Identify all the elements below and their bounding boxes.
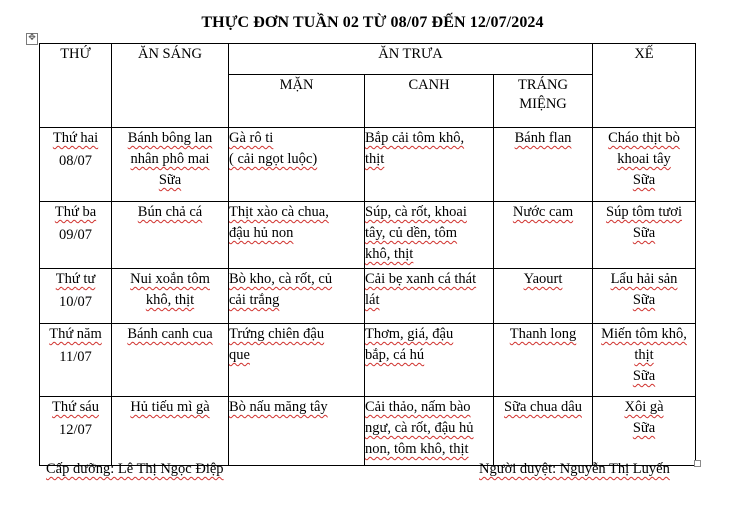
breakfast-cell-line-wrap [112, 170, 228, 191]
lunch-main-cell [229, 202, 365, 269]
day-name: Thứ ba [54, 204, 97, 220]
snack-cell-line-wrap [593, 418, 695, 439]
snack-cell-line-wrap [593, 345, 695, 366]
snack-cell [593, 397, 696, 466]
header-dessert-line2: MIỆNG [519, 96, 567, 112]
breakfast-cell-line-wrap [112, 149, 228, 170]
lunch-main-cell-line: Gà rô ti [229, 130, 274, 146]
header-lunch-soup: CANH [365, 75, 494, 128]
lunch-main-cell-line-wrap [229, 202, 364, 223]
header-lunch-dessert [494, 75, 593, 128]
day-date: 10/07 [58, 294, 93, 310]
lunch-soup-cell-line-wrap [365, 128, 493, 149]
snack-cell-line-wrap [593, 366, 695, 387]
lunch-dessert-cell-line: Bánh flan [514, 130, 572, 146]
approver-signature [479, 461, 670, 478]
snack-cell-line: Sữa [632, 420, 656, 436]
lunch-main-cell [229, 128, 365, 202]
table-row [40, 202, 696, 269]
breakfast-cell-line: Bánh canh cua [127, 326, 213, 342]
lunch-main-cell-line: Trứng chiên đậu [229, 326, 325, 342]
snack-cell-line: Sữa [632, 292, 656, 308]
snack-cell [593, 269, 696, 324]
breakfast-cell [112, 202, 229, 269]
lunch-main-cell-line-wrap [229, 223, 364, 244]
snack-cell-line-wrap [593, 128, 695, 149]
lunch-soup-cell-line-wrap [365, 345, 493, 366]
day-name: Thứ năm [49, 326, 102, 342]
lunch-main-cell-line-wrap [229, 324, 364, 345]
lunch-main-cell-line-wrap [229, 128, 364, 149]
snack-cell-line: Sữa [632, 368, 656, 384]
table-row [40, 397, 696, 466]
snack-cell-line-wrap [593, 290, 695, 311]
lunch-main-cell-line-wrap [229, 149, 364, 170]
breakfast-cell [112, 397, 229, 466]
lunch-dessert-cell [494, 324, 593, 397]
lunch-main-cell [229, 397, 365, 466]
menu-title: THỰC ĐƠN TUẦN 02 TỪ 08/07 ĐẾN 12/07/2024 [201, 14, 544, 31]
table-row [40, 128, 696, 202]
header-lunch: ĂN TRƯA [229, 44, 593, 75]
day-name: Thứ hai [52, 130, 99, 146]
header-snack: XẾ [593, 44, 696, 128]
lunch-soup-cell-line: Bắp cải tôm khô, [365, 130, 465, 146]
day-name: Thứ tư [55, 271, 96, 287]
snack-cell-line-wrap [593, 269, 695, 290]
snack-cell-line: Sữa [632, 172, 656, 188]
lunch-soup-cell-line: ngư, cà rốt, đậu hủ [365, 420, 474, 436]
breakfast-cell-line-wrap [112, 324, 228, 345]
lunch-dessert-cell [494, 269, 593, 324]
snack-cell-line-wrap [593, 397, 695, 418]
breakfast-cell-line: khô, thịt [145, 292, 195, 308]
snack-cell-line: Lẩu hải sản [610, 271, 678, 287]
snack-cell-line: Xôi gà [624, 399, 664, 415]
lunch-dessert-cell [494, 397, 593, 466]
breakfast-cell-line-wrap [112, 269, 228, 290]
resize-handle-icon[interactable] [694, 460, 701, 467]
lunch-dessert-cell [494, 128, 593, 202]
lunch-main-cell-line-wrap [229, 269, 364, 290]
day-date: 08/07 [58, 153, 93, 169]
lunch-soup-cell-line: khô, thịt [365, 246, 414, 262]
day-cell [40, 269, 112, 324]
snack-cell-line: Súp tôm tươi [606, 204, 682, 220]
breakfast-cell-line: Sữa [158, 172, 182, 188]
lunch-dessert-cell-line-wrap [494, 324, 592, 345]
breakfast-cell-line: nhân phô mai [130, 151, 210, 167]
day-cell [40, 397, 112, 466]
lunch-dessert-cell-line: Nước cam [512, 204, 574, 220]
cook-name: Cấp dưỡng: Lê Thị Ngọc Điệp [46, 461, 224, 477]
snack-cell-line-wrap [593, 324, 695, 345]
menu-body [40, 128, 696, 466]
table-row [40, 324, 696, 397]
lunch-main-cell-line: Thịt xào cà chua, [229, 204, 329, 220]
lunch-dessert-cell-line-wrap [494, 128, 592, 149]
lunch-soup-cell [365, 324, 494, 397]
lunch-dessert-cell-line: Yaourt [523, 271, 563, 287]
lunch-soup-cell [365, 269, 494, 324]
snack-cell [593, 324, 696, 397]
cook-signature [46, 461, 224, 478]
lunch-soup-cell-line: bắp, cá hú [365, 347, 425, 363]
lunch-soup-cell-line-wrap [365, 223, 493, 244]
lunch-dessert-cell-line-wrap [494, 397, 592, 418]
lunch-main-cell-line: đậu hủ non [229, 225, 294, 241]
lunch-main-cell-line: Bò nấu măng tây [229, 399, 328, 415]
breakfast-cell [112, 128, 229, 202]
lunch-soup-cell-line: lát [365, 292, 380, 308]
lunch-main-cell [229, 269, 365, 324]
lunch-dessert-cell-line: Thanh long [509, 326, 577, 342]
day-cell [40, 324, 112, 397]
lunch-soup-cell-line-wrap [365, 290, 493, 311]
day-name: Thứ sáu [52, 399, 99, 415]
snack-cell-line-wrap [593, 149, 695, 170]
lunch-dessert-cell-line: Sữa chua dâu [504, 399, 582, 415]
lunch-dessert-cell [494, 202, 593, 269]
lunch-main-cell-line: ( cải ngọt luộc) [229, 151, 318, 167]
snack-cell-line: Cháo thịt bò [608, 130, 680, 146]
day-cell [40, 128, 112, 202]
snack-cell [593, 202, 696, 269]
breakfast-cell-line-wrap [112, 202, 228, 223]
lunch-soup-cell-line: Cải bẹ xanh cá thát [365, 271, 477, 287]
header-breakfast: ĂN SÁNG [112, 44, 229, 128]
snack-cell-line: khoai tây [617, 151, 671, 167]
day-date: 11/07 [59, 349, 92, 365]
breakfast-cell [112, 269, 229, 324]
lunch-dessert-cell-line-wrap [494, 202, 592, 223]
day-date: 12/07 [58, 422, 93, 438]
lunch-soup-cell-line-wrap [365, 269, 493, 290]
snack-cell-line: thịt [634, 347, 654, 363]
day-cell [40, 202, 112, 269]
lunch-soup-cell-line: tây, củ dền, tôm [365, 225, 458, 241]
lunch-main-cell-line-wrap [229, 345, 364, 366]
breakfast-cell-line: Hủ tiếu mì gà [130, 399, 210, 415]
lunch-soup-cell-line-wrap [365, 244, 493, 265]
lunch-dessert-cell-line-wrap [494, 269, 592, 290]
snack-cell [593, 128, 696, 202]
lunch-main-cell-line: Bò kho, cà rốt, củ [229, 271, 333, 287]
breakfast-cell-line-wrap [112, 397, 228, 418]
snack-cell-line-wrap [593, 170, 695, 191]
lunch-main-cell-line-wrap [229, 290, 364, 311]
lunch-soup-cell-line-wrap [365, 418, 493, 439]
lunch-main-cell-line: que [229, 347, 250, 363]
lunch-main-cell-line: cải trắng [229, 292, 280, 308]
lunch-soup-cell-line-wrap [365, 397, 493, 418]
lunch-soup-cell [365, 202, 494, 269]
snack-cell-line: Sữa [632, 225, 656, 241]
lunch-soup-cell-line-wrap [365, 439, 493, 460]
lunch-soup-cell [365, 128, 494, 202]
lunch-soup-cell-line-wrap [365, 324, 493, 345]
weekly-menu-table [39, 43, 696, 466]
breakfast-cell-line-wrap [112, 290, 228, 311]
lunch-soup-cell-line: non, tôm khô, thịt [365, 441, 469, 457]
approver-name: Người duyệt: Nguyễn Thị Luyến [479, 461, 670, 477]
table-row [40, 269, 696, 324]
lunch-main-cell [229, 324, 365, 397]
lunch-main-cell-line-wrap [229, 397, 364, 418]
breakfast-cell-line: Bánh bông lan [127, 130, 213, 146]
lunch-soup-cell-line: Cải thảo, nấm bào [365, 399, 471, 415]
snack-cell-line-wrap [593, 202, 695, 223]
breakfast-cell-line: Nui xoắn tôm [130, 271, 210, 287]
breakfast-cell [112, 324, 229, 397]
lunch-soup-cell [365, 397, 494, 466]
breakfast-cell-line-wrap [112, 128, 228, 149]
day-date: 09/07 [58, 227, 93, 243]
snack-cell-line-wrap [593, 223, 695, 244]
breakfast-cell-line: Bún chả cá [137, 204, 203, 220]
header-lunch-main: MẶN [229, 75, 365, 128]
lunch-soup-cell-line: thịt [365, 151, 385, 167]
lunch-soup-cell-line-wrap [365, 202, 493, 223]
snack-cell-line: Miến tôm khô, [601, 326, 687, 342]
lunch-soup-cell-line: Súp, cà rốt, khoai [365, 204, 467, 220]
lunch-soup-cell-line: Thơm, giá, đậu [365, 326, 454, 342]
header-day: THỨ [40, 44, 112, 128]
move-handle-icon[interactable]: ✥ [26, 33, 38, 45]
header-dessert-line1: TRÁNG [518, 77, 568, 93]
lunch-soup-cell-line-wrap [365, 149, 493, 170]
